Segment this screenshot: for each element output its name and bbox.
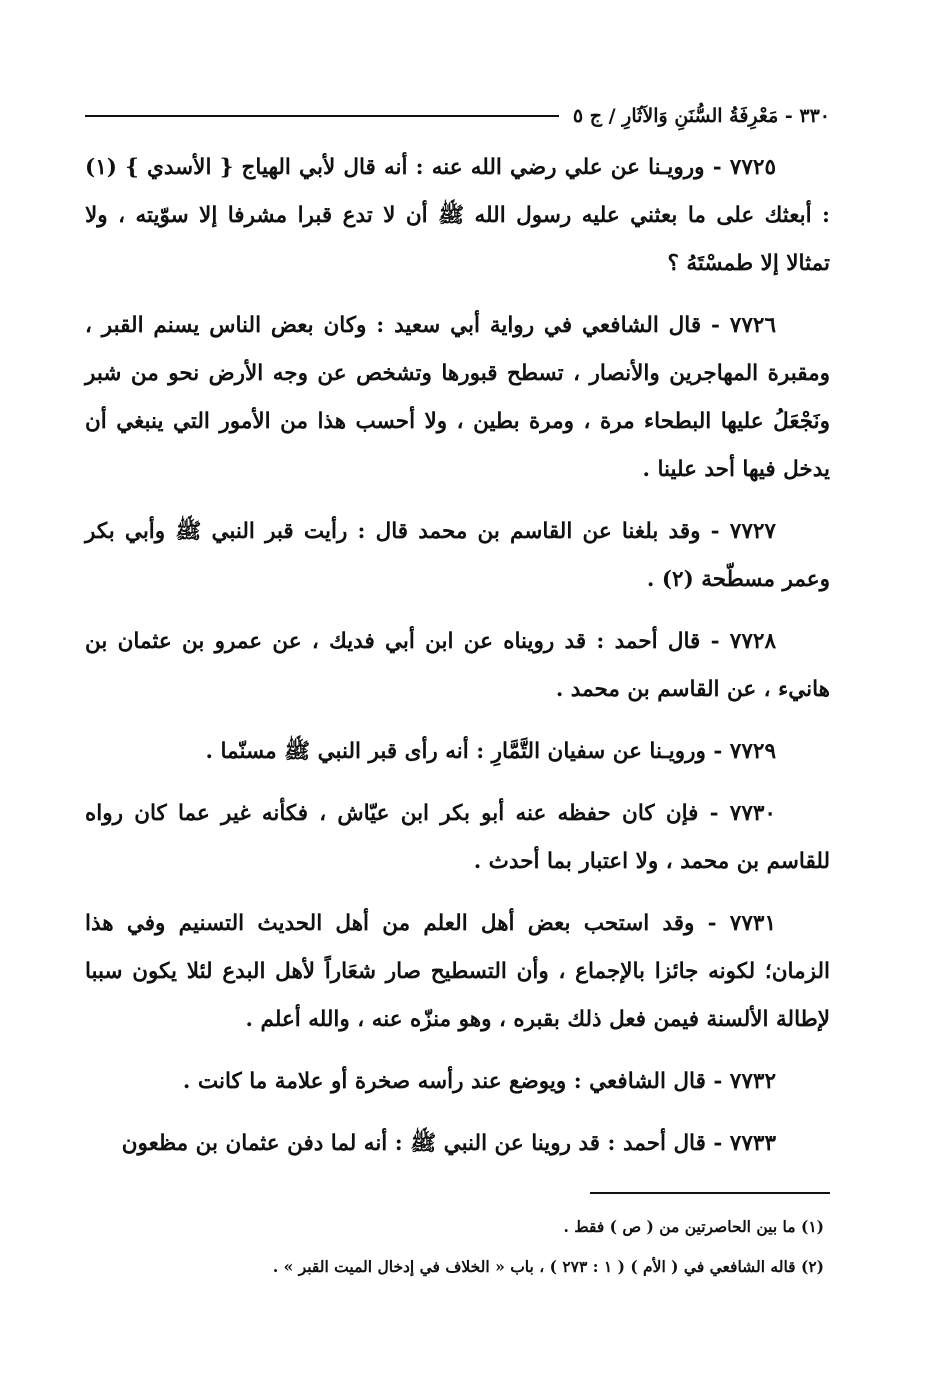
footnote-divider [590,1192,830,1194]
number-dash: - [704,155,730,180]
paragraph-number: ٧٧٣٢ [729,1069,776,1094]
paragraph-number: ٧٧٢٧ [729,519,776,544]
number-dash: - [700,519,730,544]
paragraph-number: ٧٧٣٣ [729,1131,776,1156]
paragraph-number: ٧٧٢٦ [729,313,776,338]
paragraph-text: قال الشافعي في رواية أبي سعيد : وكان بعض الناس يسنم القبر ، ومقبرة المهاجرين والأنصار ، تسطح قبورها وتشخص عن وجه الأرض نحو من شبر ونَجْعَلُ عليها البطحاء مرة ، ومرة بطين ، ولا أحسب هذا من الأمور التي ينبغي أن يدخل فيها أحد علينا . [85,313,830,482]
number-dash: - [705,1131,730,1156]
hadith-paragraph [85,1058,830,1106]
paragraph-number: ٧٧٣٠ [729,801,776,826]
running-title: ٣٣٠ - مَعْرِفَةُ السُّنَنِ وَالآثَارِ / ج ٥ [572,105,830,127]
hadith-paragraph [85,900,830,1044]
hadith-paragraph [85,508,830,604]
paragraph-number: ٧٧٢٩ [729,739,776,764]
paragraph-text: قال أحمد : قد رويناه عن ابن أبي فديك ، عن عمرو بن عثمان بن هانيء ، عن القاسم بن محمد . [85,629,830,702]
paragraph-text: قال أحمد : قد روينا عن النبي ﷺ : أنه لما دفن عثمان بن مظعون [121,1131,706,1156]
book-page [85,96,830,1292]
hadith-paragraph [85,144,830,288]
page-header [85,96,830,136]
number-dash: - [698,801,730,826]
number-dash: - [700,629,730,654]
hadith-paragraph [85,302,830,494]
hadith-paragraph [85,1120,830,1168]
paragraph-text: ورويـنا عن علي رضي الله عنه : أنه قال لأبي الهياج { الأسدي } (١) : أبعثك على ما بعثني عليه رسول الله ﷺ أن لا تدع قبرا مشرفا إلا سوّيته ، ولا تمثالا إلا طمسْتَهُ ؟ [85,155,830,276]
paragraph-text: فإن كان حفظه عنه أبو بكر ابن عيّاش ، فكأنه غير عما كان رواه للقاسم بن محمد ، ولا اعتبار بما أحدث . [85,801,830,874]
body-text [85,144,830,1168]
header-rule [85,115,559,117]
paragraph-number: ٧٧٣١ [729,911,776,936]
number-dash: - [705,1069,730,1094]
paragraph-text: ورويـنا عن سفيان التَّمَّارِ : أنه رأى قبر النبي ﷺ مسنّما . [205,739,706,764]
hadith-paragraph [85,790,830,886]
number-dash: - [701,313,730,338]
number-dash: - [694,911,730,936]
hadith-paragraph [85,728,830,776]
paragraph-number: ٧٧٢٥ [729,155,776,180]
paragraph-text: وقد استحب بعض أهل العلم من أهل الحديث التسنيم وفي هذا الزمان؛ لكونه جائزا بالإجماع ، وأن التسطيح صار شعَاراً لأهل البدع لئلا يكون سببا لإطالة الألسنة فيمن فعل ذلك بقبره ، وهو منزّه عنه ، والله أعلم . [85,911,830,1032]
paragraph-number: ٧٧٢٨ [729,629,776,654]
number-dash: - [705,739,730,764]
footnote: (٢) قاله الشافعي في ( الأم ) ( ١ : ٢٧٣ ) ، باب « الخلاف في إدخال الميت القبر » . [272,1257,824,1276]
paragraph-text: وقد بلغنا عن القاسم بن محمد قال : رأيت قبر النبي ﷺ وأبي بكر وعمر مسطّحة (٢) . [85,519,830,592]
footnotes [85,1212,830,1282]
footnote: (١) ما بين الحاصرتين من ( ص ) فقط . [563,1217,824,1236]
hadith-paragraph [85,618,830,714]
paragraph-text: قال الشافعي : ويوضع عند رأسه صخرة أو علامة ما كانت . [182,1069,706,1094]
